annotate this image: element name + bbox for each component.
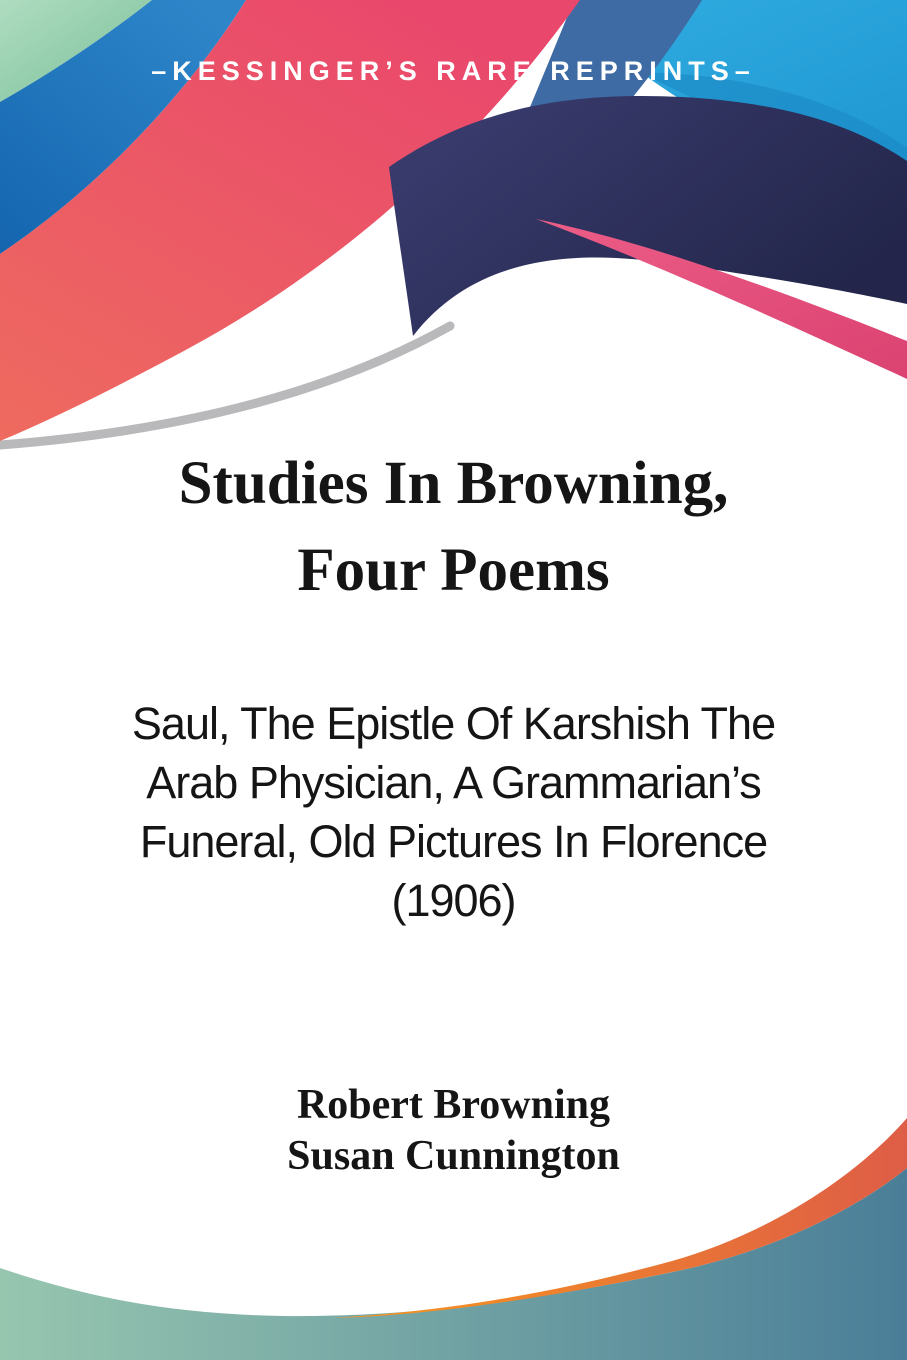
book-title <box>0 440 907 614</box>
teal-wave-shape <box>0 1168 907 1360</box>
book-title-line-1: Studies In Browning, <box>178 450 729 517</box>
book-subtitle-line-2: Arab Physician, A Grammarian’s <box>146 757 761 808</box>
author-name-2: Susan Cunnington <box>287 1133 620 1179</box>
book-title-line-2: Four Poems <box>297 537 610 604</box>
book-subtitle <box>0 694 907 930</box>
author-names <box>0 1080 907 1182</box>
navy-curve-shape <box>389 96 907 336</box>
book-subtitle-line-1: Saul, The Epistle Of Karshish The <box>131 698 776 749</box>
book-subtitle-line-3: Funeral, Old Pictures In Florence <box>139 816 768 867</box>
book-subtitle-line-4: (1906) <box>391 875 516 926</box>
publisher-banner: –KESSINGER’S RARE REPRINTS– <box>151 56 756 86</box>
author-name-1: Robert Browning <box>296 1082 611 1128</box>
